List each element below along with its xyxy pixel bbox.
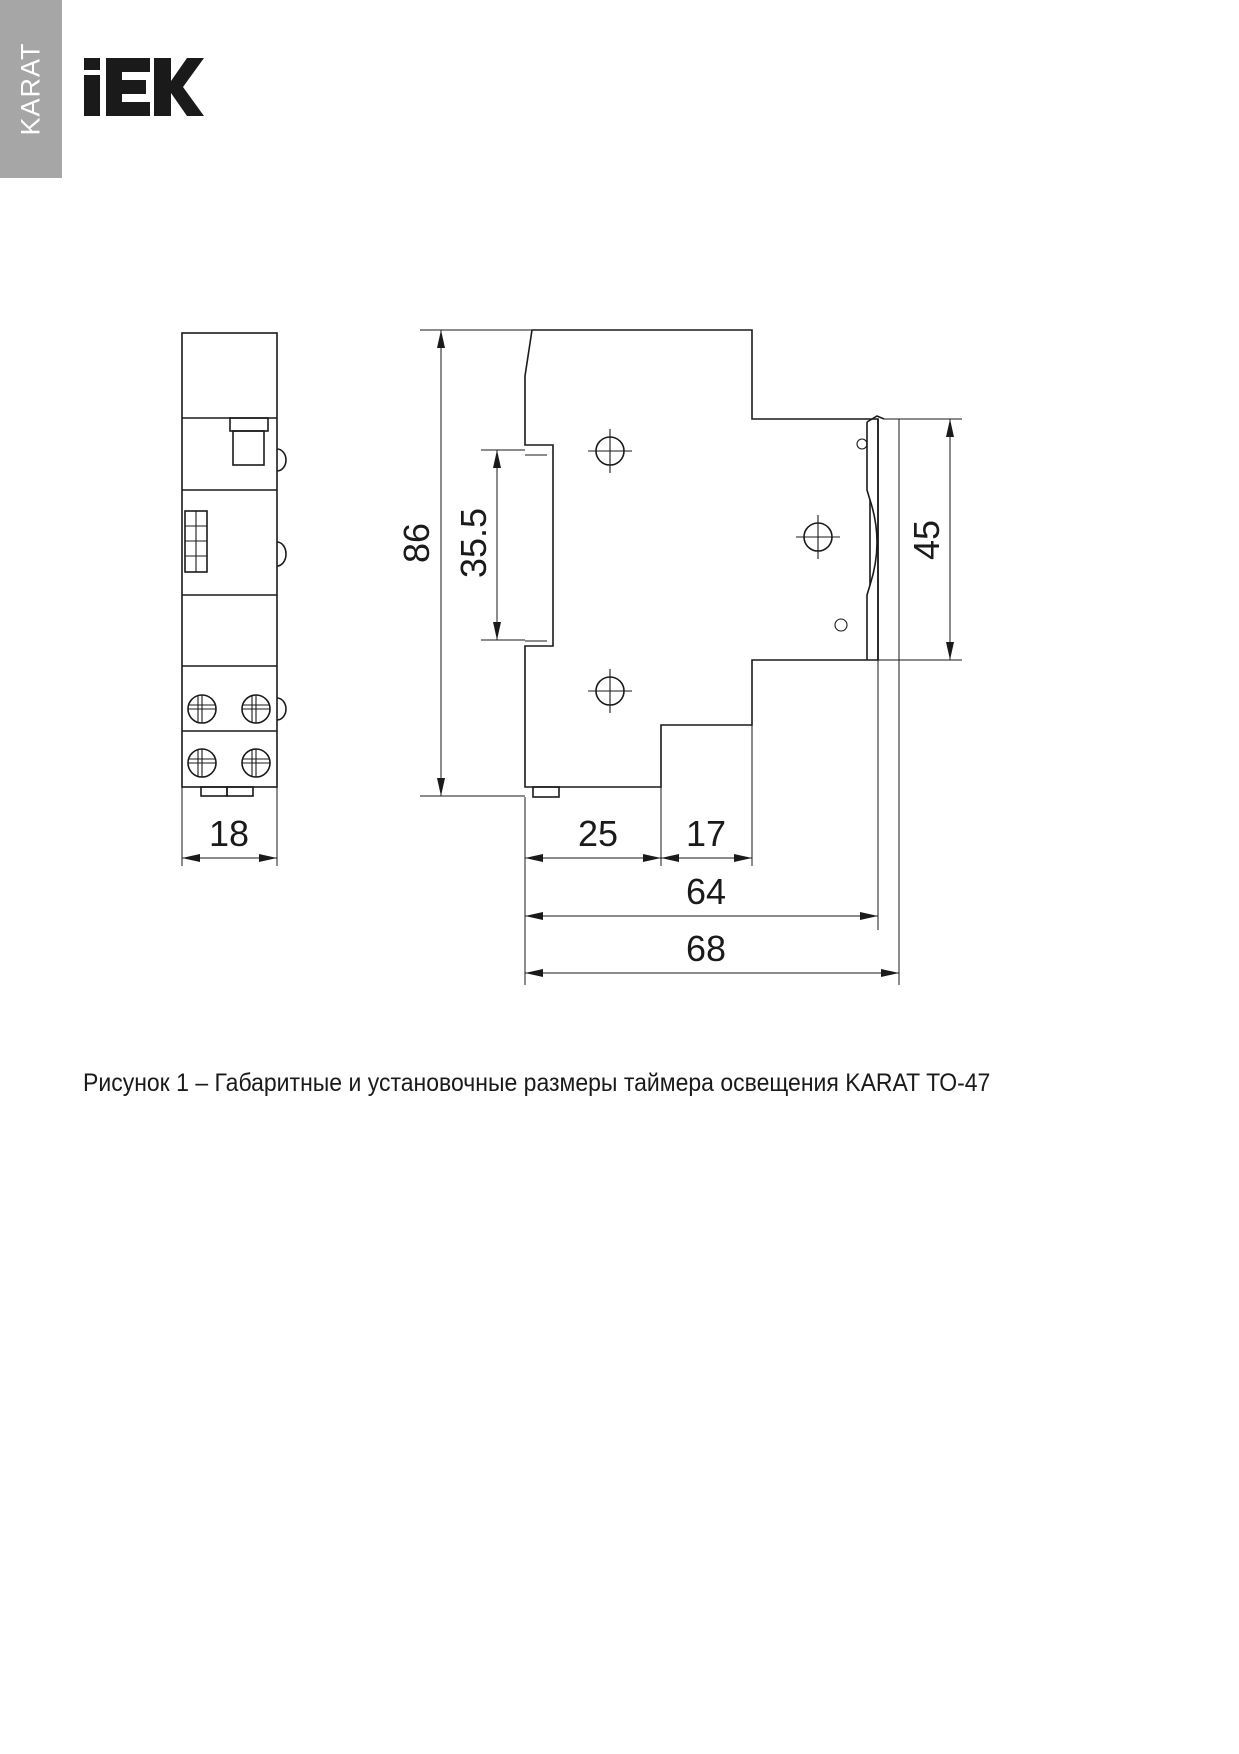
mounting-hole-icon xyxy=(796,515,840,559)
side-tab-label: KARAT xyxy=(15,42,46,136)
terminal-screw-icon xyxy=(242,695,270,723)
dim-terminal-height-label: 35.5 xyxy=(453,507,494,579)
dim-depth-step-label: 17 xyxy=(685,813,727,854)
terminal-screw-icon xyxy=(188,695,216,723)
dim-depth-total-label: 68 xyxy=(685,928,727,969)
mounting-hole-icon xyxy=(588,429,632,473)
dim-depth-to-rail-label: 64 xyxy=(685,871,727,912)
figure-caption: Рисунок 1 – Габаритные и установочные размеры таймера освещения KARAT ТО-47 xyxy=(83,1069,991,1097)
dim-width-label: 18 xyxy=(208,813,250,854)
terminal-screw-icon xyxy=(188,749,216,777)
dim-height-label: 86 xyxy=(396,522,437,564)
side-view xyxy=(182,333,286,866)
terminal-screw-icon xyxy=(242,749,270,777)
front-view xyxy=(396,330,962,985)
dim-din-rail-label: 45 xyxy=(906,519,947,561)
dim-depth-front-label: 25 xyxy=(577,813,619,854)
mounting-hole-icon xyxy=(588,669,632,713)
